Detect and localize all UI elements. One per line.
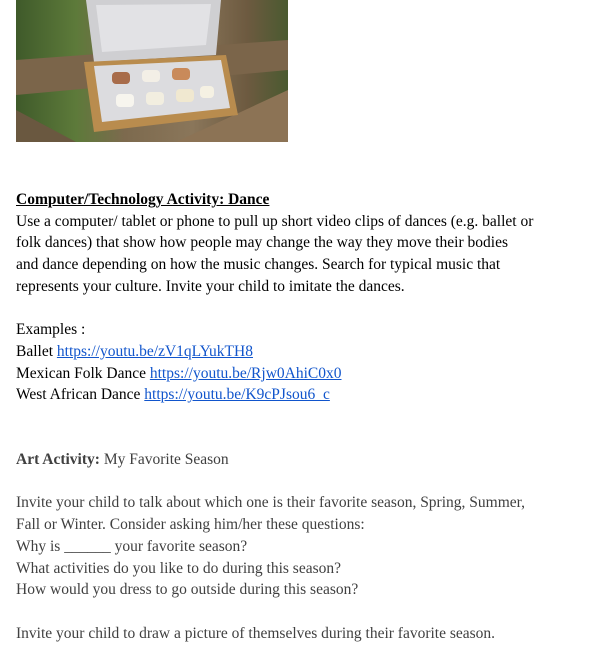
wood-post	[16, 110, 76, 142]
art-activity-line: What activities do you like to do during this season?	[16, 559, 342, 577]
west-african-video-link[interactable]: https://youtu.be/K9cPJsou6_c	[144, 386, 330, 404]
example-west-african	[16, 384, 586, 406]
treat	[146, 92, 164, 105]
photo-illustration	[16, 0, 288, 142]
computer-activity-line: Use a computer/ tablet or phone to pull up short video clips of dances (e.g. ballet or	[16, 212, 534, 230]
art-activity-section	[16, 449, 586, 644]
art-activity-heading-label: Art Activity:	[16, 451, 100, 468]
art-activity-closing: Invite your child to draw a picture of themselves during their favorite season.	[16, 624, 496, 642]
computer-activity-line: represents your culture. Invite your child to imitate the dances.	[16, 277, 405, 295]
example-ballet	[16, 341, 586, 363]
art-activity-heading-title: My Favorite Season	[99, 451, 229, 468]
computer-activity-line: and dance depending on how the music changes. Search for typical music that	[16, 256, 501, 274]
art-activity-line: Why is ______ your favorite season?	[16, 537, 248, 555]
treat	[200, 86, 214, 98]
example-label: Ballet	[16, 342, 57, 360]
treat	[112, 72, 130, 84]
computer-activity-heading: Computer/Technology Activity: Dance	[16, 191, 270, 208]
treat	[116, 94, 134, 107]
solar-oven-photo	[16, 0, 288, 142]
art-activity-line: How would you dress to go outside during this season?	[16, 581, 359, 599]
example-label: West African Dance	[16, 386, 145, 404]
treat	[172, 68, 190, 80]
example-mexican-folk	[16, 363, 586, 385]
art-activity-heading	[16, 449, 586, 471]
treat	[142, 70, 160, 82]
art-activity-line: Fall or Winter. Consider asking him/her these questions:	[16, 516, 365, 534]
mexican-folk-video-link[interactable]: https://youtu.be/Rjw0AhiC0x0	[149, 364, 342, 382]
computer-activity-section	[16, 189, 586, 406]
examples-label: Examples :	[16, 321, 86, 339]
art-activity-line: Invite your child to talk about which one is their favorite season, Spring, Summer,	[16, 494, 526, 512]
example-label: Mexican Folk Dance	[16, 364, 150, 382]
treat	[176, 89, 194, 102]
ballet-video-link[interactable]: https://youtu.be/zV1qLYukTH8	[56, 342, 253, 360]
computer-activity-line: folk dances) that show how people may change the way they move their bodies	[16, 234, 508, 252]
